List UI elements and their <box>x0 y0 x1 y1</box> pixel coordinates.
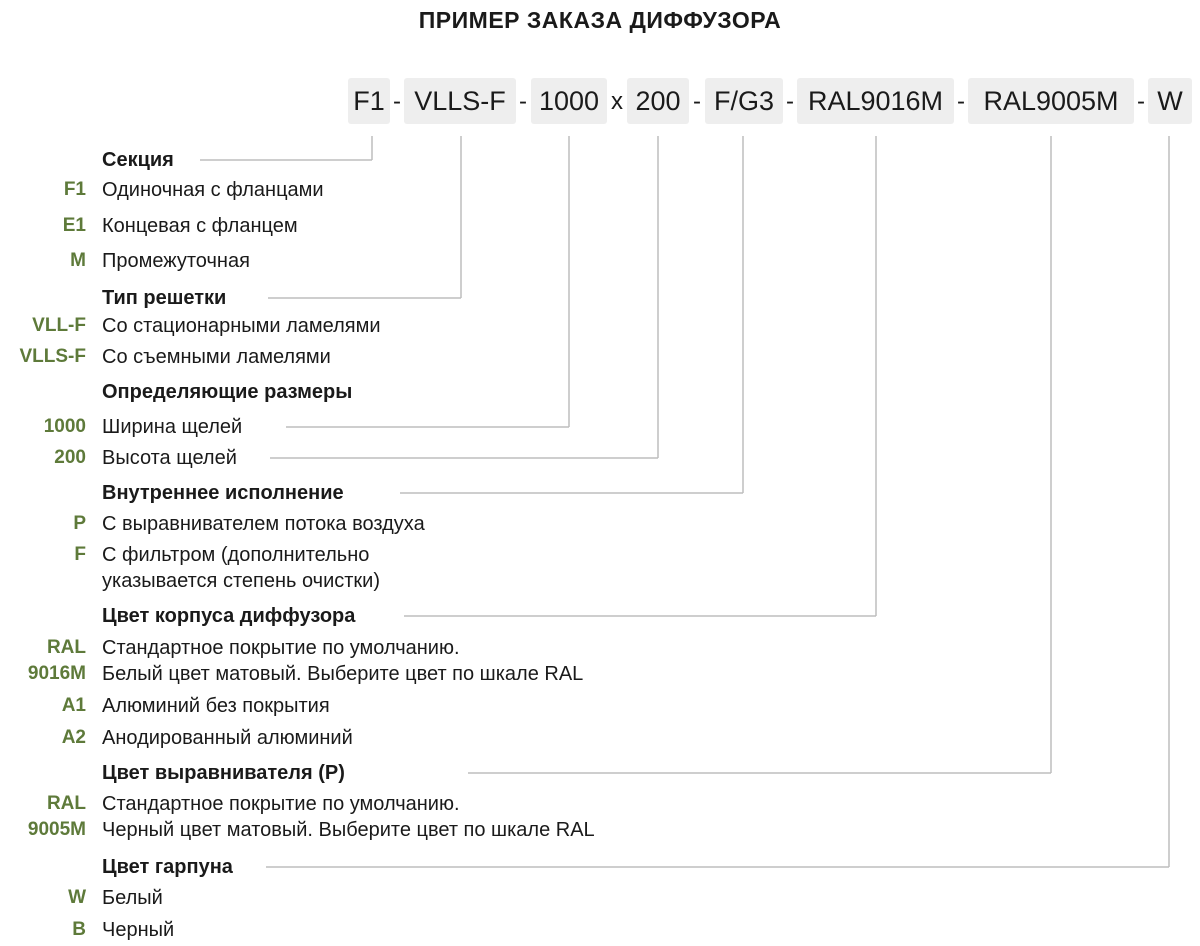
connector-section <box>200 136 372 160</box>
code-segment-body-color: RAL9016M <box>797 78 954 124</box>
option-desc: Стандартное покрытие по умолчанию. <box>102 637 460 659</box>
option-code: A2 <box>61 727 86 748</box>
option-desc: указывается степень очистки) <box>102 570 380 592</box>
heading-grille-type: Тип решетки <box>102 287 227 309</box>
option-code: B <box>72 919 86 940</box>
option-code: E1 <box>62 215 86 236</box>
code-segment-height: 200 <box>627 78 689 124</box>
list-item <box>0 412 1200 442</box>
code-segment-section: F1 <box>348 78 390 124</box>
list-item <box>0 883 1200 913</box>
option-code: F1 <box>63 179 86 200</box>
heading-harpoon-color: Цвет гарпуна <box>102 856 233 878</box>
list-item <box>0 211 1200 241</box>
option-desc: Одиночная с фланцами <box>102 179 324 201</box>
option-code: 1000 <box>43 416 86 437</box>
heading-equalizer-color: Цвет выравнивателя (P) <box>102 762 345 784</box>
heading-section: Секция <box>102 149 174 171</box>
list-item <box>0 311 1200 341</box>
code-segment-inner: F/G3 <box>705 78 783 124</box>
option-desc: С фильтром (дополнительно <box>102 544 370 566</box>
code-separator: - <box>519 88 527 115</box>
list-item <box>0 723 1200 753</box>
option-code: M <box>70 250 86 271</box>
option-desc: Белый <box>102 887 163 909</box>
list-item-continued <box>0 659 1200 689</box>
option-desc: Концевая с фланцем <box>102 215 298 237</box>
code-segment-harpoon-color: W <box>1148 78 1192 124</box>
list-item <box>0 691 1200 721</box>
option-desc: Стандартное покрытие по умолчанию. <box>102 793 460 815</box>
list-item <box>0 915 1200 945</box>
heading-dimensions: Определяющие размеры <box>102 381 353 403</box>
code-segment-width: 1000 <box>531 78 607 124</box>
list-item-continued <box>0 815 1200 845</box>
option-desc: Черный <box>102 919 175 941</box>
option-desc: Черный цвет матовый. Выберите цвет по шкале RAL <box>102 819 595 841</box>
option-code: VLL-F <box>32 315 86 336</box>
option-code: F <box>74 544 86 565</box>
option-code: 200 <box>54 447 86 468</box>
list-item-continued <box>0 566 1200 596</box>
code-separator: - <box>1137 88 1145 115</box>
option-code: RAL <box>46 793 86 814</box>
list-item <box>0 175 1200 205</box>
list-item <box>0 443 1200 473</box>
list-item <box>0 342 1200 372</box>
option-code: W <box>68 887 86 908</box>
list-item <box>0 246 1200 276</box>
code-separator: - <box>393 88 401 115</box>
heading-inner: Внутреннее исполнение <box>102 482 344 504</box>
option-desc: Анодированный алюминий <box>102 727 353 749</box>
option-desc: С выравнивателем потока воздуха <box>102 513 425 535</box>
option-code: P <box>73 513 86 534</box>
option-desc: Промежуточная <box>102 250 250 272</box>
option-code: RAL <box>46 637 86 658</box>
code-segment-grille-type: VLLS-F <box>404 78 516 124</box>
code-separator: - <box>957 88 965 115</box>
option-code: 9005M <box>27 819 86 840</box>
option-desc: Со съемными ламелями <box>102 346 331 368</box>
code-separator: x <box>611 88 623 115</box>
option-desc: Белый цвет матовый. Выберите цвет по шкале RAL <box>102 663 584 685</box>
option-desc: Высота щелей <box>102 447 237 469</box>
option-desc: Алюминий без покрытия <box>102 695 330 717</box>
heading-body-color: Цвет корпуса диффузора <box>102 605 356 627</box>
option-code: A1 <box>61 695 86 716</box>
option-desc: Со стационарными ламелями <box>102 315 381 337</box>
code-segment-equalizer-color: RAL9005M <box>968 78 1134 124</box>
option-code: VLLS-F <box>19 346 86 367</box>
option-code: 9016M <box>27 663 86 684</box>
page-title: ПРИМЕР ЗАКАЗА ДИФФУЗОРА <box>418 7 782 33</box>
code-separator: - <box>693 88 701 115</box>
option-desc: Ширина щелей <box>102 416 243 438</box>
code-separator: - <box>786 88 794 115</box>
list-item <box>0 509 1200 539</box>
